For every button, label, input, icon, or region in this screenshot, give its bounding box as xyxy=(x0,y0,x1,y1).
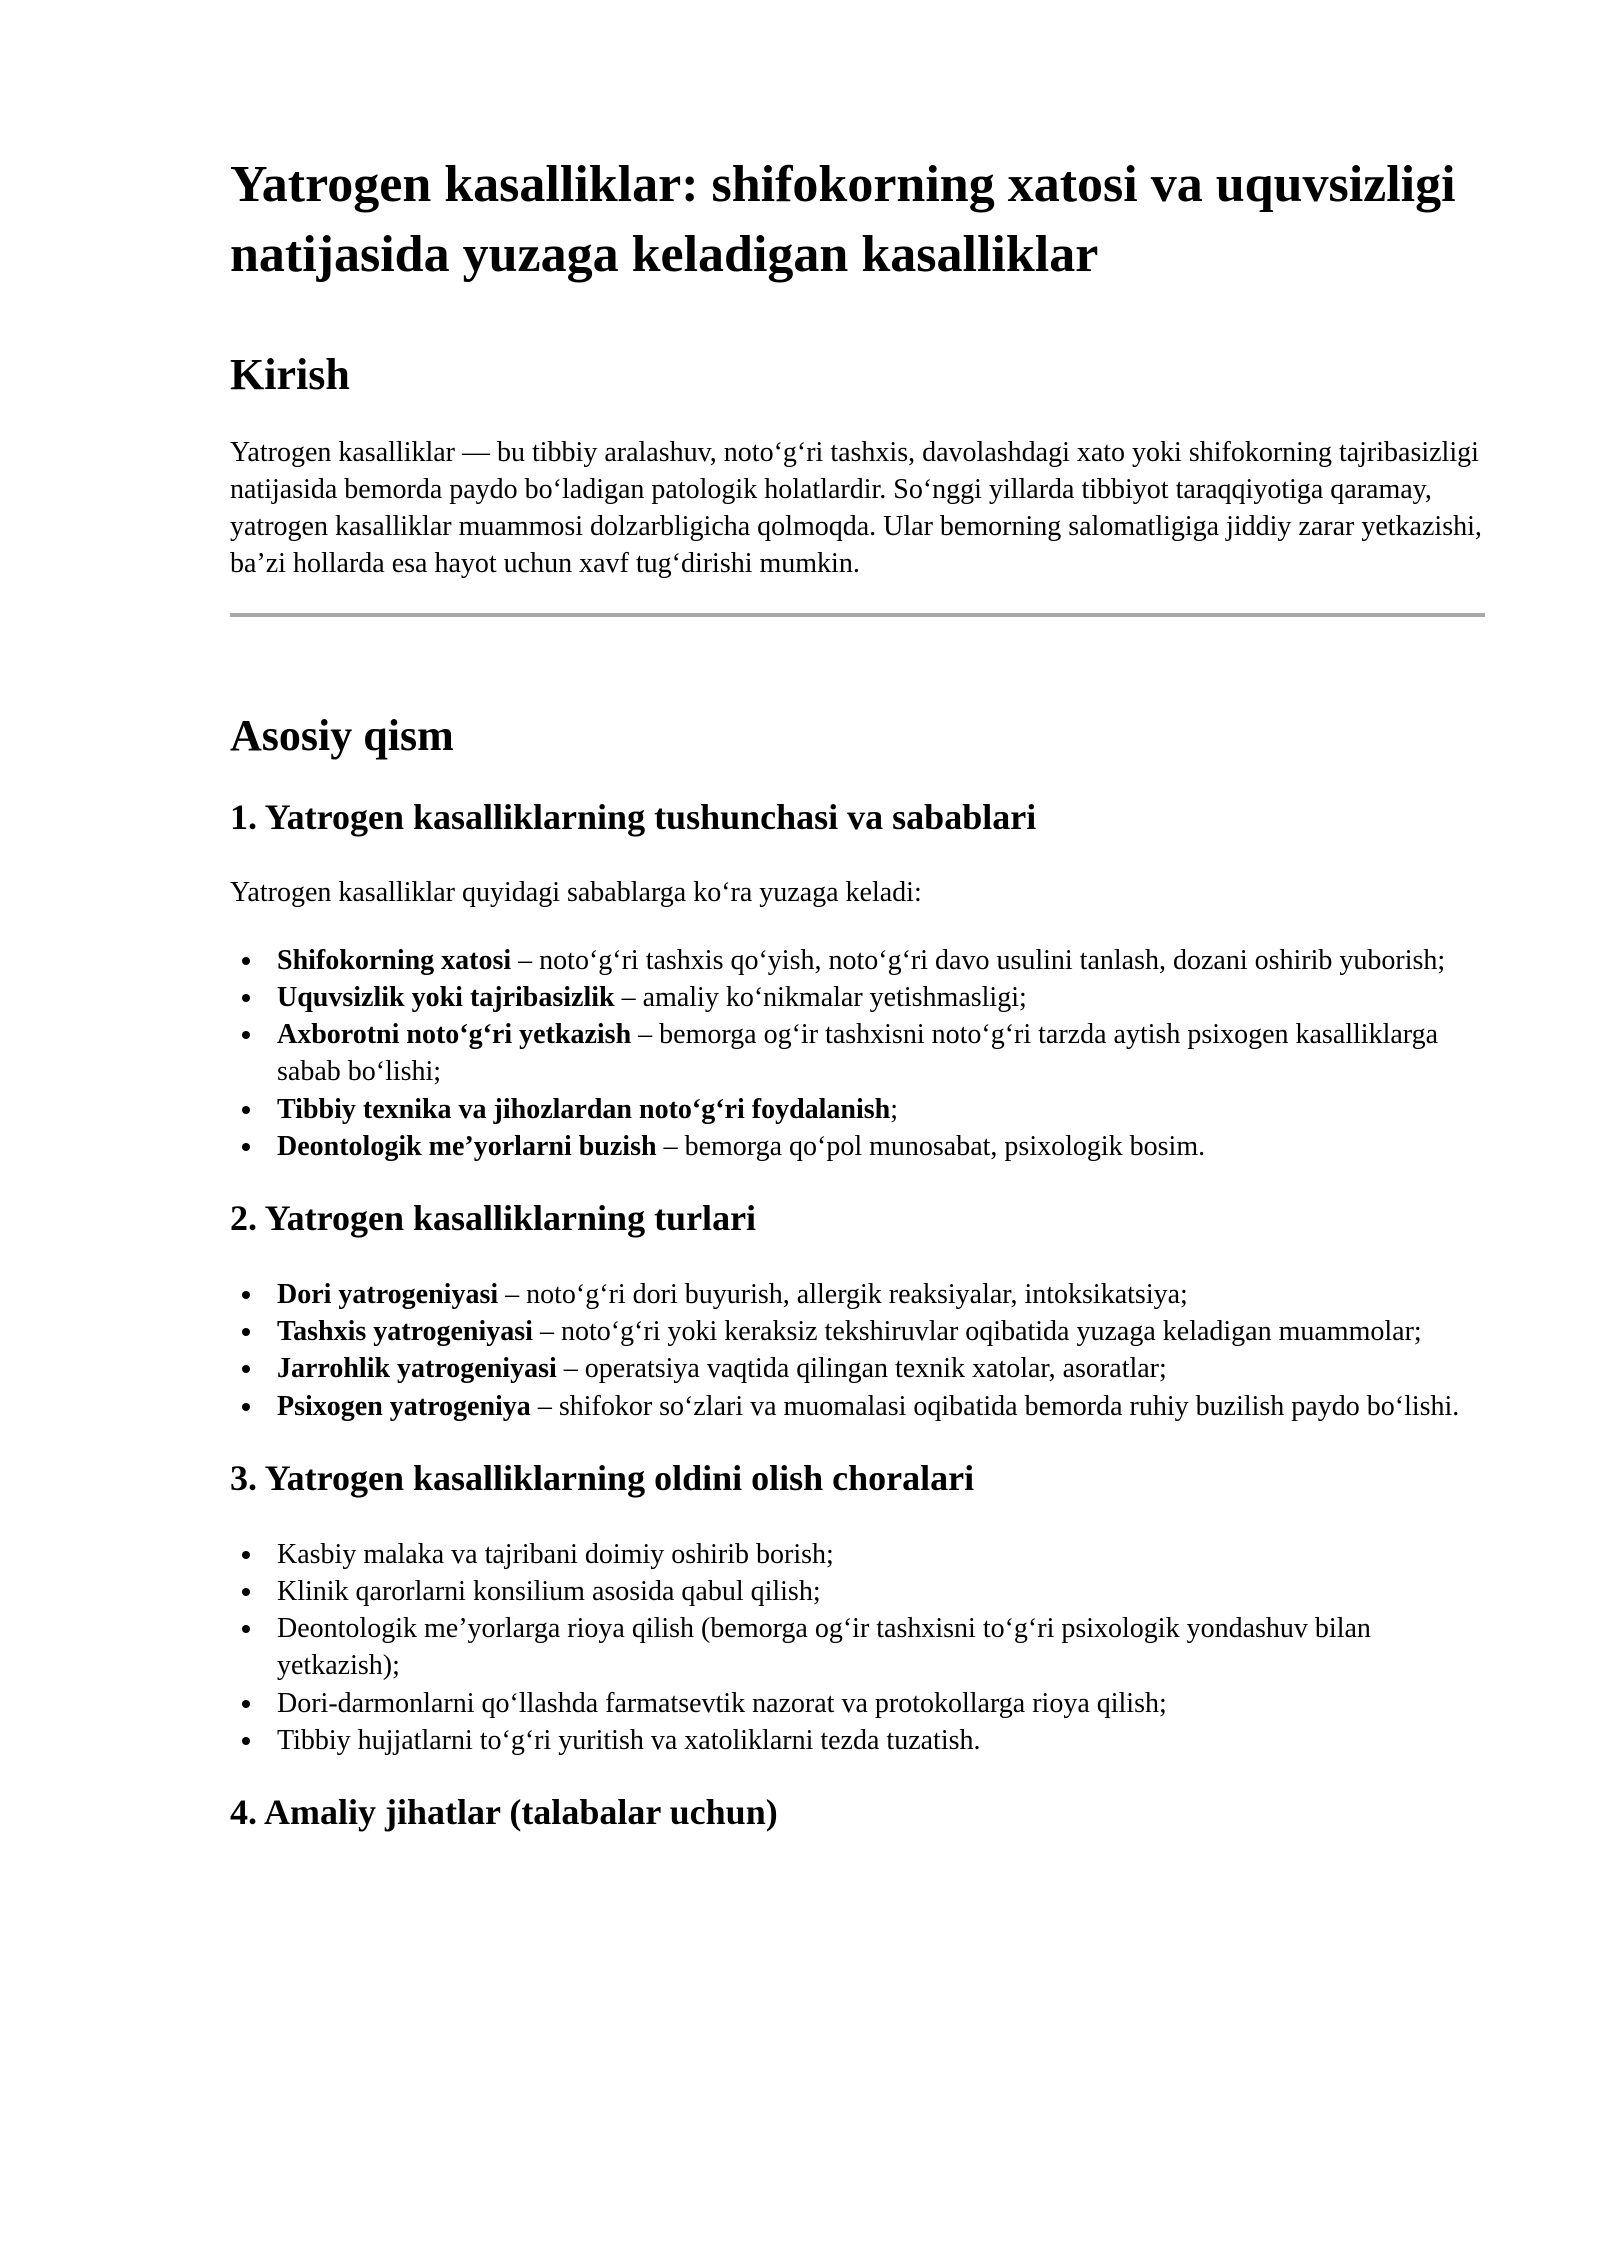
item-text: – noto‘g‘ri dori buyurish, allergik reaksiyalar, intoksikatsiya; xyxy=(498,1278,1188,1310)
section-divider xyxy=(230,613,1485,617)
item-text: Klinik qarorlarni konsilium asosida qabul qilish; xyxy=(277,1575,821,1607)
list-item xyxy=(265,1722,1485,1759)
list-item xyxy=(265,1313,1485,1350)
bullet-list xyxy=(230,1276,1485,1425)
item-text: – operatsiya vaqtida qilingan texnik xatolar, asoratlar; xyxy=(556,1353,1167,1385)
item-text: – noto‘g‘ri tashxis qo‘yish, noto‘g‘ri davo usulini tanlash, dozani oshirib yuborish; xyxy=(511,944,1446,976)
sections xyxy=(230,794,1485,1836)
list-item xyxy=(265,979,1485,1016)
item-term: Tashxis yatrogeniyasi xyxy=(277,1316,533,1348)
item-term: Uquvsizlik yoki tajribasizlik xyxy=(277,981,615,1013)
list-item xyxy=(265,1016,1485,1090)
item-text: – noto‘g‘ri yoki keraksiz tekshiruvlar oqibatida yuzaga keladigan muammolar; xyxy=(532,1316,1422,1348)
section-heading: 2. Yatrogen kasalliklarning turlari xyxy=(230,1198,757,1239)
list-item xyxy=(265,1350,1485,1387)
item-text: Tibbiy hujjatlarni to‘g‘ri yuritish va xatoliklarni tezda tuzatish. xyxy=(277,1724,981,1756)
list-item xyxy=(265,1091,1485,1128)
document-section xyxy=(230,1455,1485,1759)
intro-paragraph: Yatrogen kasalliklar — bu tibbiy aralashuv, noto‘g‘ri tashxis, davolashdagi xato yoki shifokorning tajribasizligi natijasida bemorda paydo bo‘ladigan patologik holatlardir. So‘nggi yillarda tibbiyot taraqqiyotiga qaramay, yatrogen kasalliklar muammosi dolzarbligicha qolmoqda. Ular bemorning salomatligiga jiddiy zarar yetkazishi, ba’zi hollarda esa hayot uchun xavf tug‘dirishi mumkin. xyxy=(230,436,1482,580)
list-item xyxy=(265,1573,1485,1610)
list-item xyxy=(265,1685,1485,1722)
item-text: – bemorga qo‘pol munosabat, psixologik bosim. xyxy=(656,1130,1206,1162)
list-item xyxy=(265,1128,1485,1165)
item-term: Axborotni noto‘g‘ri yetkazish xyxy=(277,1019,632,1051)
document-section xyxy=(230,1789,1485,1836)
document-section xyxy=(230,1195,1485,1425)
section-heading: 4. Amaliy jihatlar (talabalar uchun) xyxy=(230,1792,778,1833)
section-heading: 3. Yatrogen kasalliklarning oldini olish choralari xyxy=(230,1457,975,1498)
list-item xyxy=(265,1388,1485,1425)
item-term: Jarrohlik yatrogeniyasi xyxy=(277,1353,557,1385)
item-text: Dori-darmonlarni qo‘llashda farmatsevtik nazorat va protokollarga rioya qilish; xyxy=(277,1687,1167,1719)
item-text: Kasbiy malaka va tajribani doimiy oshirib borish; xyxy=(277,1538,834,1570)
item-text: – bemorga og‘ir tashxisni noto‘g‘ri tarzda aytish psixogen kasalliklarga sabab bo‘lishi; xyxy=(277,1019,1439,1088)
document-title: Yatrogen kasalliklar: shifokorning xatosi va uquvsizligi natijasida yuzaga keladigan kasalliklar xyxy=(230,156,1456,284)
list-item xyxy=(265,1536,1485,1573)
bullet-list xyxy=(230,1536,1485,1759)
item-term: Shifokorning xatosi xyxy=(277,944,512,976)
intro-heading: Kirish xyxy=(230,350,350,400)
item-term: Dori yatrogeniyasi xyxy=(277,1278,499,1310)
list-item xyxy=(265,1610,1485,1684)
item-text: ; xyxy=(890,1093,899,1125)
main-heading: Asosiy qism xyxy=(230,710,454,760)
item-text: Deontologik me’yorlarga rioya qilish (bemorga og‘ir tashxisni to‘g‘ri psixologik yondashuv bilan yetkazish); xyxy=(277,1613,1371,1682)
list-item xyxy=(265,1276,1485,1313)
item-text: – shifokor so‘zlari va muomalasi oqibatida bemorda ruhiy buzilish paydo bo‘lishi. xyxy=(530,1390,1460,1422)
item-term: Deontologik me’yorlarni buzish xyxy=(277,1130,657,1162)
list-item xyxy=(265,942,1485,979)
document-section xyxy=(230,794,1485,1165)
bullet-list xyxy=(230,942,1485,1165)
section-lead: Yatrogen kasalliklar quyidagi sabablarga ko‘ra yuzaga keladi: xyxy=(230,877,922,909)
section-heading: 1. Yatrogen kasalliklarning tushunchasi va sabablari xyxy=(230,796,1037,837)
item-term: Psixogen yatrogeniya xyxy=(277,1390,531,1422)
item-term: Tibbiy texnika va jihozlardan noto‘g‘ri foydalanish xyxy=(277,1093,891,1125)
item-text: – amaliy ko‘nikmalar yetishmasligi; xyxy=(614,981,1027,1013)
